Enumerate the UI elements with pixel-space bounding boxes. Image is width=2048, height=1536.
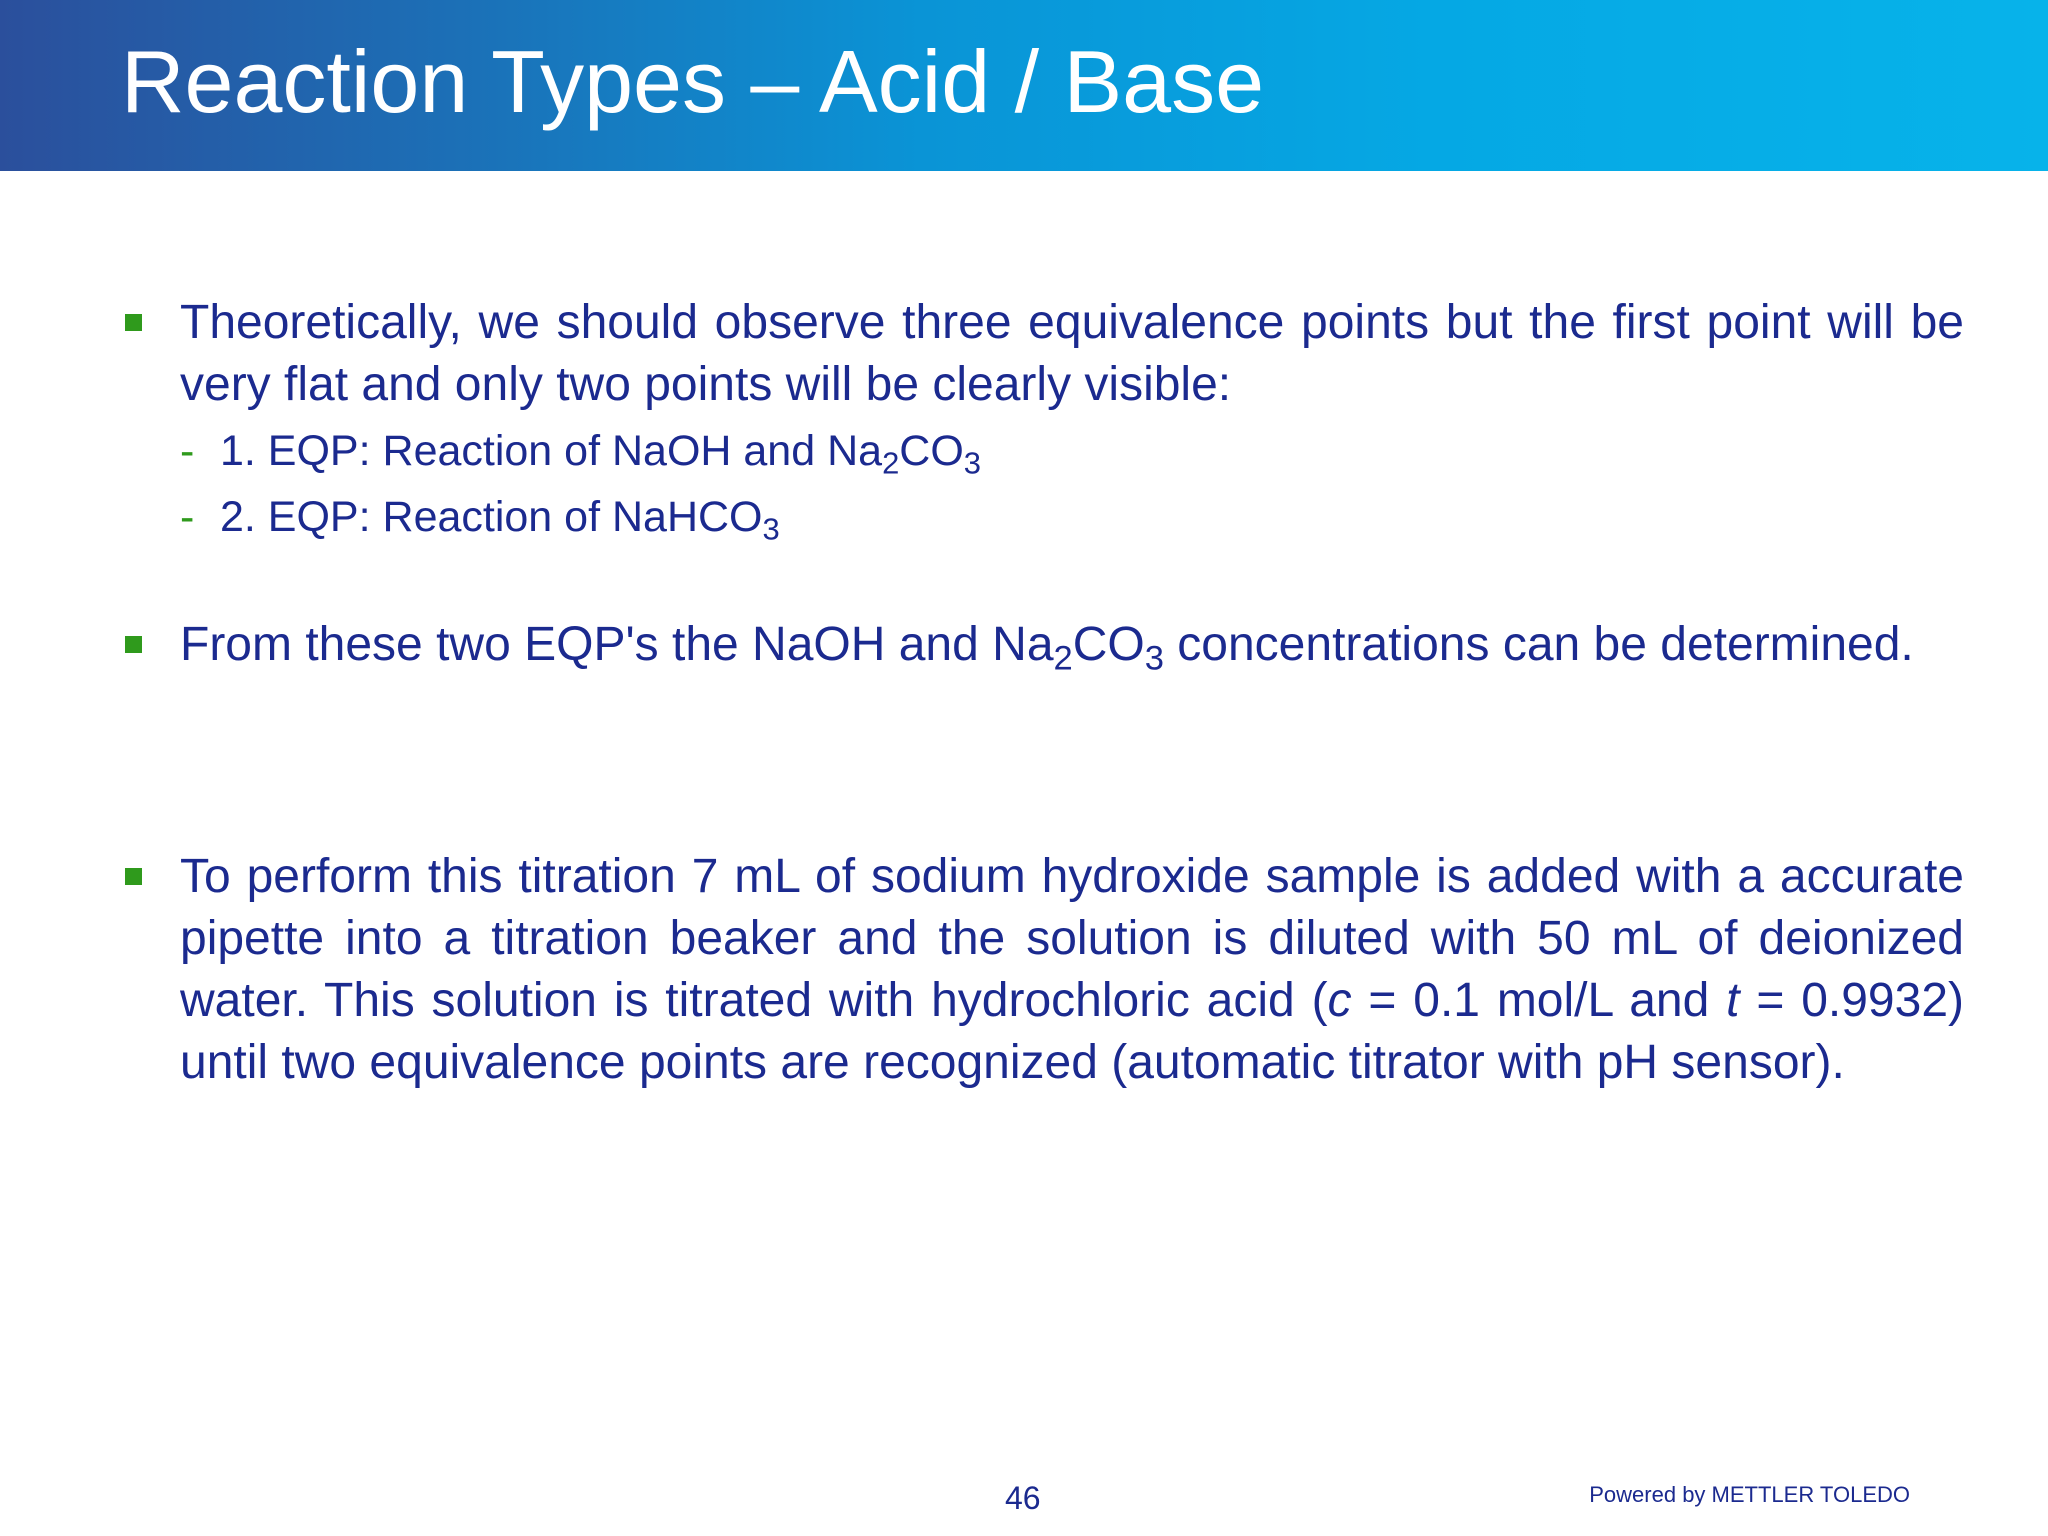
bullet-item-1	[180, 292, 1964, 416]
subscript: 2	[882, 445, 900, 481]
variable-t: t	[1726, 974, 1740, 1027]
bullet-marker-icon	[125, 314, 142, 331]
bullet-marker-icon	[125, 636, 142, 653]
bullet-text: To perform this titration 7 mL of sodium hydroxide sample is added with a accurate pipette into a titration beaker and the solution is diluted with 50 mL of deionized water. This solution is titrated with hydrochloric acid (	[180, 850, 1964, 1027]
sub-list	[180, 418, 981, 550]
slide-title: Reaction Types – Acid / Base	[121, 32, 1265, 131]
dash-icon: -	[180, 427, 195, 475]
subscript: 2	[1053, 639, 1073, 678]
variable-c: c	[1327, 974, 1352, 1027]
sub-item-text: 2. EQP: Reaction of NaHCO	[220, 493, 763, 541]
bullet-text: concentrations can be determined.	[1163, 618, 1914, 671]
subscript: 3	[963, 445, 981, 481]
sub-item-text: CO	[899, 427, 964, 475]
dash-icon: -	[180, 493, 195, 541]
subscript: 3	[1144, 639, 1164, 678]
bullet-marker-icon	[125, 868, 142, 885]
bullet-text: From these two EQP's the NaOH and Na	[180, 618, 1054, 671]
bullet-text: Theoretically, we should observe three equivalence points but the first point will be very flat and only two points will be clearly visible:	[180, 296, 1964, 411]
subscript: 3	[762, 511, 780, 547]
bullet-text: = 0.1 mol/L and	[1351, 974, 1727, 1027]
sub-item-1	[180, 418, 981, 484]
title-bar	[0, 0, 2048, 171]
bullet-text: CO	[1072, 618, 1145, 671]
sub-item-2	[180, 484, 981, 550]
footer-brand: Powered by METTLER TOLEDO	[1589, 1482, 1910, 1507]
bullet-text: = 0.9932) until two equivalence points are recognized (automatic titrator with pH sensor).	[180, 974, 1965, 1089]
bullet-item-2	[180, 614, 1964, 676]
bullet-item-3	[180, 846, 1964, 1094]
sub-item-text: 1. EQP: Reaction of NaOH and Na	[220, 427, 883, 475]
page-number: 46	[1005, 1480, 1041, 1516]
